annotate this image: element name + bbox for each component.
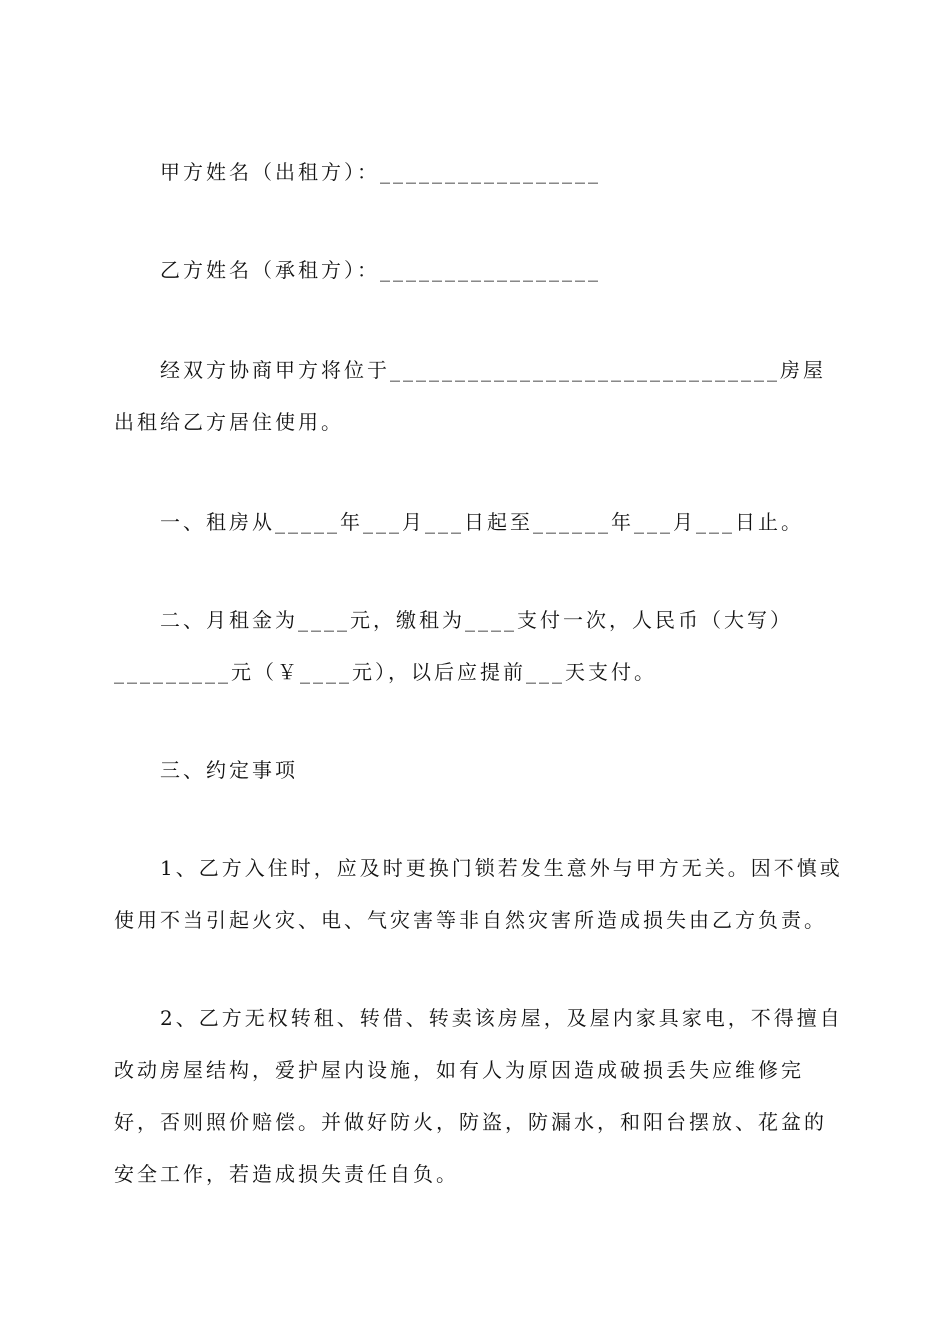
agreement-item-1: 1、乙方入住时，应及时更换门锁若发生意外与甲方无关。因不慎或使用不当引起火灾、电、气灾害等非自然灾害所造成损失由乙方负责。 — [114, 856, 843, 932]
clause-3-heading: 三、约定事项 — [160, 758, 298, 782]
agreement-item-2: 2、乙方无权转租、转借、转卖该房屋，及屋内家具家电，不得擅自改动房屋结构，爱护屋内设施，如有人为原因造成破损丢失应维修完好，否则照价赔偿。并做好防火，防盗，防漏水，和阳台摆放、花盆的安全工作，若造成损失责任自负。 — [114, 1006, 843, 1186]
clause-2-rent: 二、月租金为____元，缴租为____支付一次，人民币（大写）_________元（￥____元），以后应提前___天支付。 — [114, 608, 793, 684]
party-b-line: 乙方姓名（承租方）：_________________ — [160, 258, 601, 282]
clause-1-rental-period: 一、租房从_____年___月___日起至______年___月___日止。 — [160, 510, 804, 534]
party-a-line: 甲方姓名（出租方）：_________________ — [160, 160, 601, 184]
intro-paragraph: 经双方协商甲方将位于______________________________房屋出租给乙方居住使用。 — [114, 358, 826, 434]
